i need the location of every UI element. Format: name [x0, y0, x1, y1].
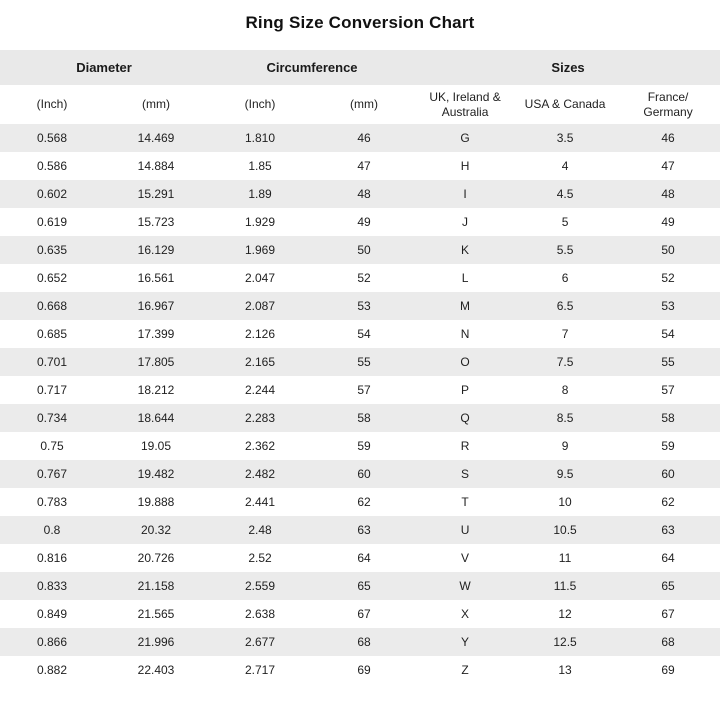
table-cell: 0.767 — [36, 467, 68, 481]
table-cell: 47 — [661, 159, 675, 173]
table-cell: 8.5 — [556, 411, 574, 425]
table-cell: 57 — [661, 383, 675, 397]
table-cell: 5 — [561, 215, 569, 229]
table-cell: 15.723 — [137, 215, 175, 229]
table-cell: 0.602 — [36, 187, 68, 201]
table-cell: 55 — [357, 355, 371, 369]
table-cell: 20.726 — [137, 551, 175, 565]
table-cell: 1.810 — [245, 131, 276, 145]
table-cell: 68 — [357, 635, 371, 649]
table-cell: 65 — [661, 579, 675, 593]
table-cell: 8 — [561, 383, 569, 397]
table-cell: P — [461, 383, 470, 397]
table-cell: 1.929 — [245, 215, 276, 229]
table-cell: 1.85 — [248, 159, 272, 173]
table-cell: 21.996 — [137, 635, 175, 649]
table-cell: 21.158 — [137, 579, 175, 593]
column-header-diameter-inch: (Inch) — [0, 85, 104, 124]
table-cell: 68 — [661, 635, 675, 649]
table-cell: 2.126 — [245, 327, 276, 341]
table-cell: 69 — [357, 663, 371, 677]
table-cell: 0.568 — [36, 131, 68, 145]
table-row — [0, 488, 720, 516]
table-cell: 6 — [561, 271, 569, 285]
table-cell: 16.967 — [137, 299, 175, 313]
table-cell: 2.047 — [245, 271, 276, 285]
table-cell: 14.469 — [137, 131, 175, 145]
table-cell: T — [461, 495, 469, 509]
table-cell: 19.888 — [137, 495, 175, 509]
table-cell: H — [460, 159, 470, 173]
table-cell: X — [461, 607, 470, 621]
table-cell: 0.833 — [36, 579, 68, 593]
table-cell: 49 — [357, 215, 371, 229]
table-cell: W — [459, 579, 471, 593]
table-cell: 1.969 — [245, 243, 276, 257]
table-cell: 7 — [561, 327, 569, 341]
table-cell: 54 — [357, 327, 371, 341]
table-cell: 3.5 — [556, 131, 574, 145]
table-cell: L — [461, 271, 469, 285]
table-cell: Q — [460, 411, 470, 425]
table-cell: 50 — [357, 243, 371, 257]
table-cell: 58 — [661, 411, 675, 425]
column-header-france-germany: France/ Germany — [616, 85, 720, 124]
table-cell: 9 — [561, 439, 569, 453]
table-cell: 62 — [357, 495, 371, 509]
table-cell: 2.52 — [248, 551, 272, 565]
table-cell: 54 — [661, 327, 675, 341]
table-cell: 0.652 — [36, 271, 68, 285]
table-cell: 2.165 — [245, 355, 276, 369]
table-row — [0, 264, 720, 292]
table-cell: 0.816 — [36, 551, 68, 565]
table-cell: U — [460, 523, 470, 537]
table-cell: 16.561 — [137, 271, 175, 285]
table-body — [0, 124, 720, 684]
table-cell: K — [461, 243, 470, 257]
table-cell: 2.441 — [245, 495, 276, 509]
table-cell: 53 — [661, 299, 675, 313]
table-cell: 0.685 — [36, 327, 68, 341]
table-cell: 17.399 — [137, 327, 175, 341]
table-cell: I — [463, 187, 467, 201]
table-row — [0, 180, 720, 208]
table-cell: 52 — [357, 271, 371, 285]
table-cell: 4.5 — [556, 187, 574, 201]
table-cell: Z — [461, 663, 469, 677]
table-cell: 0.701 — [36, 355, 68, 369]
table-cell: 64 — [357, 551, 371, 565]
table-cell: J — [462, 215, 469, 229]
column-header-diameter-mm: (mm) — [104, 85, 208, 124]
table-cell: 12.5 — [553, 635, 577, 649]
group-header-row — [0, 50, 720, 85]
table-cell: 0.866 — [36, 635, 68, 649]
table-cell: 6.5 — [556, 299, 574, 313]
table-cell: 0.783 — [36, 495, 68, 509]
table-cell: 13 — [558, 663, 572, 677]
table-row — [0, 152, 720, 180]
table-cell: 63 — [357, 523, 371, 537]
table-cell: 0.619 — [36, 215, 68, 229]
table-cell: 64 — [661, 551, 675, 565]
table-row — [0, 460, 720, 488]
table-cell: 0.849 — [36, 607, 68, 621]
table-cell: 2.244 — [245, 383, 276, 397]
conversion-table — [0, 50, 720, 684]
table-cell: 65 — [357, 579, 371, 593]
table-cell: 2.638 — [245, 607, 276, 621]
table-cell: 63 — [661, 523, 675, 537]
table-cell: 9.5 — [556, 467, 574, 481]
table-cell: O — [460, 355, 470, 369]
table-cell: 67 — [357, 607, 371, 621]
table-cell: 0.635 — [36, 243, 68, 257]
group-header-diameter: Diameter — [0, 50, 208, 85]
table-cell: 53 — [357, 299, 371, 313]
table-cell: 14.884 — [137, 159, 175, 173]
table-cell: 60 — [357, 467, 371, 481]
table-row — [0, 656, 720, 684]
table-row — [0, 376, 720, 404]
table-cell: 2.087 — [245, 299, 276, 313]
table-cell: 52 — [661, 271, 675, 285]
table-row — [0, 124, 720, 152]
table-cell: Y — [461, 635, 470, 649]
table-cell: 60 — [661, 467, 675, 481]
table-cell: 0.717 — [36, 383, 68, 397]
table-cell: V — [461, 551, 470, 565]
table-cell: 10 — [558, 495, 572, 509]
table-cell: 2.362 — [245, 439, 276, 453]
table-cell: 49 — [661, 215, 675, 229]
table-row — [0, 320, 720, 348]
table-cell: 0.586 — [36, 159, 68, 173]
table-cell: 2.482 — [245, 467, 276, 481]
column-header-usa-canada: USA & Canada — [514, 85, 616, 124]
table-cell: 46 — [661, 131, 675, 145]
table-cell: 17.805 — [137, 355, 175, 369]
table-header — [0, 50, 720, 124]
column-header-uk-ireland-australia: UK, Ireland & Australia — [416, 85, 514, 124]
table-cell: 7.5 — [556, 355, 574, 369]
table-cell: 15.291 — [137, 187, 175, 201]
table-row — [0, 404, 720, 432]
table-cell: S — [461, 467, 470, 481]
table-cell: 20.32 — [140, 523, 172, 537]
table-row — [0, 628, 720, 656]
table-cell: 2.283 — [245, 411, 276, 425]
table-cell: 19.482 — [137, 467, 175, 481]
table-cell: 0.75 — [40, 439, 64, 453]
table-row — [0, 208, 720, 236]
table-cell: 2.717 — [245, 663, 276, 677]
column-header-circumference-inch: (Inch) — [208, 85, 312, 124]
table-cell: 0.668 — [36, 299, 68, 313]
table-cell: 50 — [661, 243, 675, 257]
table-cell: 18.212 — [137, 383, 175, 397]
table-cell: 69 — [661, 663, 675, 677]
group-header-sizes: Sizes — [416, 50, 720, 85]
column-header-row — [0, 85, 720, 124]
table-cell: 11.5 — [553, 579, 577, 593]
table-cell: 59 — [357, 439, 371, 453]
table-cell: 55 — [661, 355, 675, 369]
table-row — [0, 572, 720, 600]
table-cell: 0.882 — [36, 663, 68, 677]
table-cell: 58 — [357, 411, 371, 425]
table-row — [0, 348, 720, 376]
table-row — [0, 236, 720, 264]
table-cell: 47 — [357, 159, 371, 173]
table-cell: 67 — [661, 607, 675, 621]
page-title: Ring Size Conversion Chart — [245, 13, 475, 32]
table-cell: 5.5 — [556, 243, 574, 257]
table-cell: 11 — [558, 551, 572, 565]
table-cell: 46 — [357, 131, 371, 145]
table-cell: M — [460, 299, 471, 313]
table-cell: 16.129 — [137, 243, 175, 257]
table-row — [0, 516, 720, 544]
table-cell: G — [460, 131, 470, 145]
table-cell: 1.89 — [248, 187, 272, 201]
table-row — [0, 292, 720, 320]
table-cell: 4 — [561, 159, 569, 173]
table-cell: 10.5 — [553, 523, 577, 537]
table-cell: 22.403 — [137, 663, 175, 677]
column-header-circumference-mm: (mm) — [312, 85, 416, 124]
table-cell: 12 — [558, 607, 572, 621]
table-cell: 48 — [661, 187, 675, 201]
table-cell: 57 — [357, 383, 371, 397]
table-cell: 2.677 — [245, 635, 276, 649]
table-cell: N — [460, 327, 470, 341]
table-row — [0, 432, 720, 460]
table-cell: 48 — [357, 187, 371, 201]
table-cell: 0.8 — [43, 523, 61, 537]
table-cell: 59 — [661, 439, 675, 453]
table-cell: 18.644 — [137, 411, 175, 425]
table-cell: R — [460, 439, 470, 453]
table-cell: 19.05 — [140, 439, 172, 453]
table-row — [0, 544, 720, 572]
table-cell: 2.559 — [245, 579, 276, 593]
group-header-circumference: Circumference — [208, 50, 416, 85]
table-cell: 2.48 — [248, 523, 272, 537]
table-cell: 21.565 — [137, 607, 175, 621]
table-cell: 62 — [661, 495, 675, 509]
table-cell: 0.734 — [36, 411, 68, 425]
table-row — [0, 600, 720, 628]
